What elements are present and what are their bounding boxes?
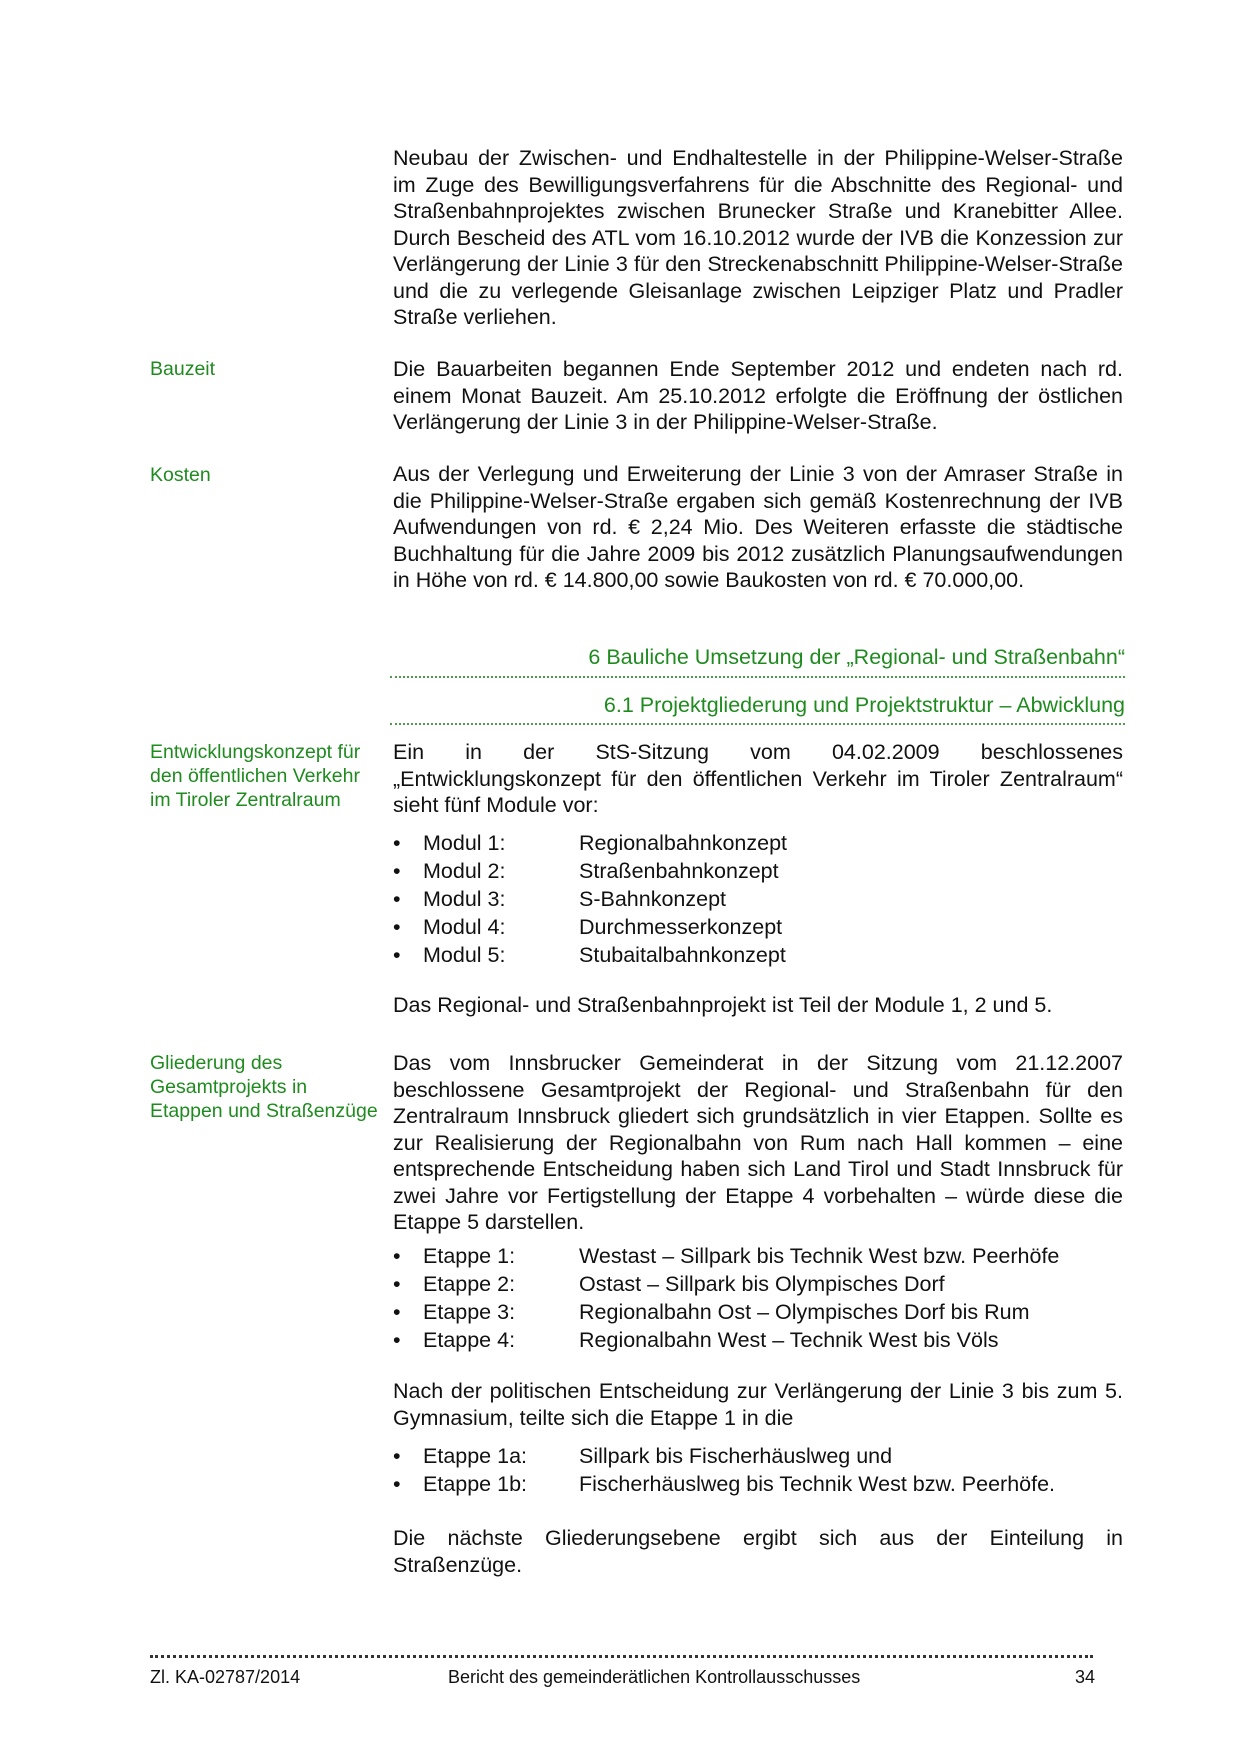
- list-item: • Etappe 2: Ostast – Sillpark bis Olympisches Dorf: [393, 1272, 945, 1296]
- footer-title: Bericht des gemeinderätlichen Kontrollausschusses: [448, 1667, 861, 1687]
- list-item: • Modul 5: Stubaitalbahnkonzept: [393, 943, 786, 967]
- footer-reference: Zl. KA-02787/2014: [150, 1667, 301, 1687]
- bullet-icon: •: [393, 831, 401, 855]
- module-list: [393, 829, 1123, 969]
- list-item: • Etappe 1: Westast – Sillpark bis Technik West bzw. Peerhöfe: [393, 1244, 1060, 1268]
- bullet-icon: •: [393, 1444, 401, 1468]
- section-heading-6: 6 Bauliche Umsetzung der „Regional- und Straßenbahn“: [588, 645, 1125, 669]
- bullet-icon: •: [393, 1328, 401, 1352]
- list-item: • Modul 1: Regionalbahnkonzept: [393, 831, 787, 855]
- bullet-icon: •: [393, 1472, 401, 1496]
- module-summary: Das Regional- und Straßenbahnprojekt ist Teil der Module 1, 2 und 5.: [393, 993, 1053, 1017]
- list-item: • Etappe 1b: Fischerhäuslweg bis Technik West bzw. Peerhöfe.: [393, 1472, 1056, 1496]
- section-heading-6-1: 6.1 Projektgliederung und Projektstruktur – Abwicklung: [603, 693, 1125, 717]
- heading-divider: [390, 723, 1125, 725]
- margin-label-gliederung: Gliederung des Gesamtprojekts in Etappen und Straßenzüge: [150, 1052, 378, 1122]
- etappen-list: [393, 1242, 1123, 1354]
- bullet-icon: •: [393, 1272, 401, 1296]
- footer-divider: [150, 1655, 1093, 1658]
- list-item: • Etappe 3: Regionalbahn Ost – Olympisches Dorf bis Rum: [393, 1300, 1030, 1324]
- bullet-icon: •: [393, 1244, 401, 1268]
- gliederung-paragraph: Das vom Innsbrucker Gemeinderat in der Sitzung vom 21.12.2007 beschlossene Gesamtprojekt der Regional- und Straßenbahn für den Zentralraum Innsbruck gliedert sich grundsätzlich in vier Etappen. Sollte es zur Realisierung der Regionalbahn von Rum nach Hall kommen – eine entsprechende Entscheidung haben sich Land Tirol und Stadt Innsbruck für zwei Jahre vor Fertigstellung der Etappe 4 vorbehalten – würde diese die Etappe 5 darstellen.: [393, 1051, 1123, 1234]
- bullet-icon: •: [393, 943, 401, 967]
- list-item: • Modul 2: Straßenbahnkonzept: [393, 859, 779, 883]
- heading-divider: [390, 676, 1125, 678]
- bullet-icon: •: [393, 887, 401, 911]
- margin-label-bauzeit: Bauzeit: [150, 358, 216, 380]
- list-item: • Etappe 4: Regionalbahn West – Technik West bis Völs: [393, 1328, 999, 1352]
- margin-label-entwicklungskonzept: Entwicklungskonzept für den öffentlichen Verkehr im Tiroler Zentralraum: [150, 741, 361, 811]
- margin-label-kosten: Kosten: [150, 464, 211, 486]
- gliederung-paragraph-2: Nach der politischen Entscheidung zur Verlängerung der Linie 3 bis zum 5. Gymnasium, teilte sich die Etappe 1 in die: [393, 1379, 1123, 1430]
- gliederung-paragraph-3: Die nächste Gliederungsebene ergibt sich aus der Einteilung in Straßenzüge.: [393, 1526, 1123, 1577]
- kosten-paragraph: Aus der Verlegung und Erweiterung der Linie 3 von der Amraser Straße in die Philippine-Welser-Straße ergaben sich gemäß Kostenrechnung der IVB Aufwendungen von rd. € 2,24 Mio. Des Weiteren erfasste die städtische Buchhaltung für die Jahre 2009 bis 2012 zusätzlich Planungsaufwendungen in Höhe von rd. € 14.800,00 sowie Baukosten von rd. € 70.000,00.: [393, 462, 1123, 592]
- bullet-icon: •: [393, 1300, 401, 1324]
- list-item: • Modul 3: S-Bahnkonzept: [393, 887, 727, 911]
- page-number: 34: [1075, 1667, 1096, 1687]
- intro-paragraph: Neubau der Zwischen- und Endhaltestelle in der Philippine-Welser-Straße im Zuge des Bewilligungsverfahrens für die Abschnitte des Regional- und Straßenbahnprojektes zwischen Brunecker Straße und Kranebitter Allee. Durch Bescheid des ATL vom 16.10.2012 wurde der IVB die Konzession zur Verlängerung der Linie 3 für den Streckenabschnitt Philippine-Welser-Straße und die zu verlegende Gleisanlage zwischen Leipziger Platz und Pradler Straße verliehen.: [393, 146, 1123, 329]
- bauzeit-paragraph: Die Bauarbeiten begannen Ende September 2012 und endeten nach rd. einem Monat Bauzeit. Am 25.10.2012 erfolgte die Eröffnung der östlichen Verlängerung der Linie 3 in der Philippine-Welser-Straße.: [393, 357, 1123, 434]
- entwicklung-paragraph: Ein in der StS-Sitzung vom 04.02.2009 beschlossenes „Entwicklungskonzept für den öffentlichen Verkehr im Tiroler Zentralraum“ sieht fünf Module vor:: [393, 740, 1123, 817]
- bullet-icon: •: [393, 859, 401, 883]
- list-item: • Modul 4: Durchmesserkonzept: [393, 915, 783, 939]
- etappen-1-list: [393, 1442, 1123, 1498]
- list-item: • Etappe 1a: Sillpark bis Fischerhäuslweg und: [393, 1444, 893, 1468]
- bullet-icon: •: [393, 915, 401, 939]
